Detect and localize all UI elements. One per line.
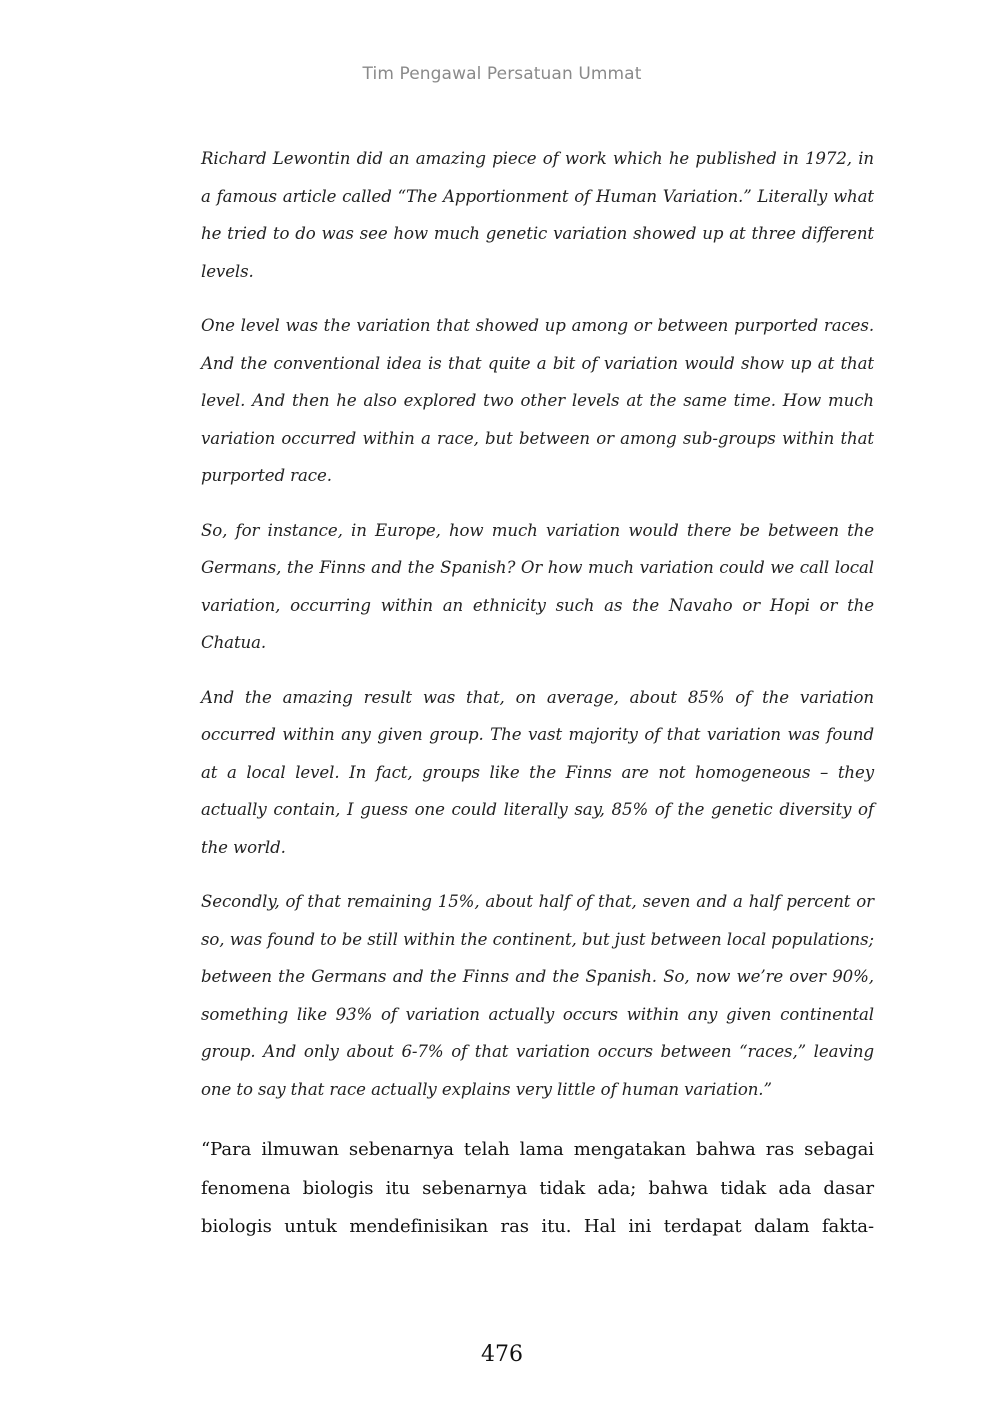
quote-paragraph-5: Secondly, of that remaining 15%, about half of that, seven and a half percent or so, was found to be still within the continent, but just between local populations; between the Germans and the Finns and the Spanish. So, now we’re over 90%, something like 93% of variation actually occurs within any given continental group. And only about 6-7% of that variation occurs between “races,” leaving one to say that race actually explains very little of human variation.” (201, 892, 874, 1099)
quote-paragraph-4: And the amazing result was that, on average, about 85% of the variation occurred within any given group. The vast majority of that variation was found at a local level. In fact, groups like the Finns are not homogeneous – they actually contain, I guess one could literally say, 85% of the genetic diversity of the world. (201, 687, 874, 857)
quote-paragraph-1: Richard Lewontin did an amazing piece of work which he published in 1972, in a famous article called “The Apportionment of Human Variation.” Literally what he tried to do was see how much genetic variation showed up at three different levels. (201, 149, 874, 281)
main-paragraph: “Para ilmuwan sebenarnya telah lama mengatakan bahwa ras sebagai fenomena biologis itu sebenarnya tidak ada; bahwa tidak ada dasar biologis untuk mendefinisikan ras itu. Hal ini terdapat dalam fakta- (201, 1139, 874, 1237)
quote-paragraph-3: So, for instance, in Europe, how much variation would there be between the Germans, the Finns and the Spanish? Or how much variation could we call local variation, occurring within an ethnicity such as the Navaho or Hopi or the Chatua. (201, 520, 874, 652)
running-header: Tim Pengawal Persatuan Ummat (362, 64, 642, 84)
body-text (201, 140, 874, 1247)
quote-paragraph-2: One level was the variation that showed up among or between purported races. And the conventional idea is that quite a bit of variation would show up at that level. And then he also explored two other levels at the same time. How much variation occurred within a race, but between or among sub-groups within that purported race. (201, 316, 874, 485)
page-number: 476 (481, 1342, 523, 1367)
